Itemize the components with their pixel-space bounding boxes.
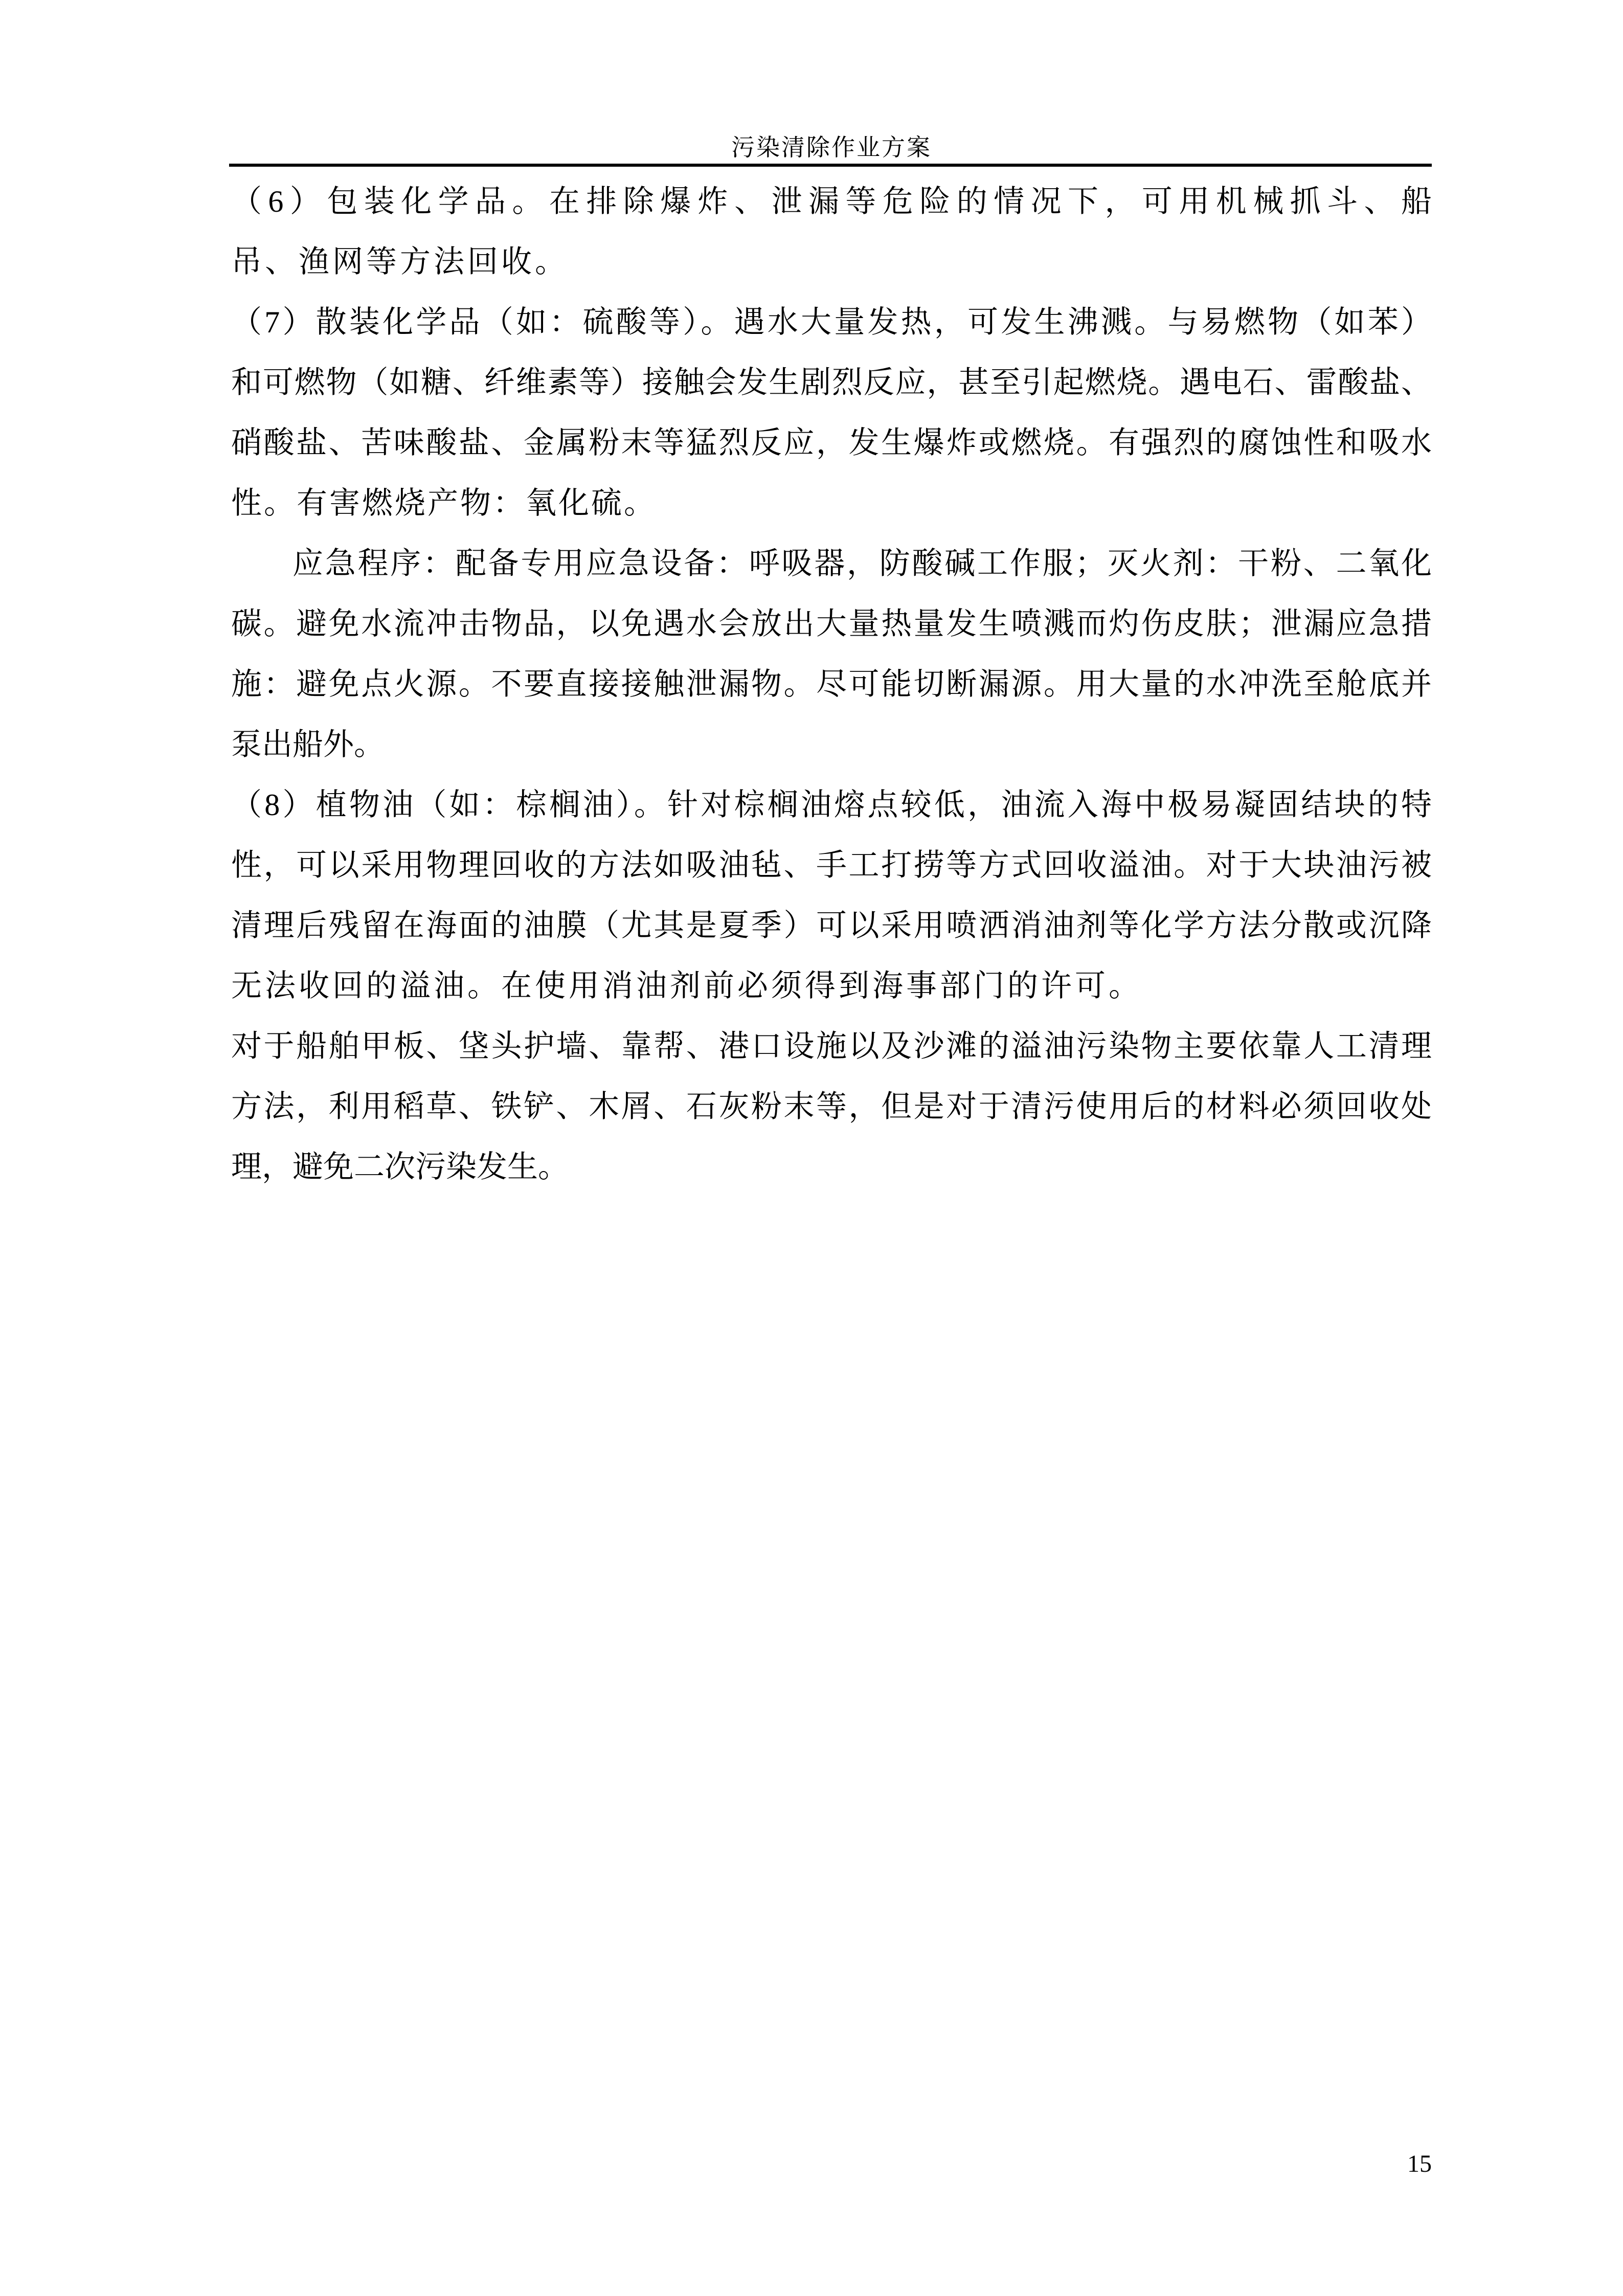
text-line: 碳。避免水流冲击物品，以免遇水会放出大量热量发生喷溅而灼伤皮肤；泄漏应急措 (231, 607, 1432, 641)
text-line: 方法，利用稻草、铁铲、木屑、石灰粉末等，但是对于清污使用后的材料必须回收处 (231, 1090, 1432, 1123)
text-line: 泵出船外。 (231, 728, 385, 761)
text-line: 性。有害燃烧产物：氧化硫。 (231, 486, 657, 520)
text-line: 理，避免二次污染发生。 (231, 1150, 569, 1184)
page-number: 15 (1407, 2150, 1432, 2177)
text-line: 应急程序：配备专用应急设备：呼吸器，防酸碱工作服；灭火剂：干粉、二氧化 (292, 547, 1432, 580)
text-line: 清理后残留在海面的油膜（尤其是夏季）可以采用喷洒消油剂等化学方法分散或沉降 (231, 909, 1432, 942)
text-line: 施：避免点火源。不要直接接触泄漏物。尽可能切断漏源。用大量的水冲洗至舱底并 (231, 667, 1432, 701)
text-line: 无法收回的溢油。在使用消油剂前必须得到海事部门的许可。 (231, 969, 1142, 1003)
paragraph-packaged-chemicals (231, 171, 1432, 292)
text-line: （6）包装化学品。在排除爆炸、泄漏等危险的情况下，可用机械抓斗、船 (231, 185, 1432, 218)
text-line: 硝酸盐、苦味酸盐、金属粉末等猛烈反应，发生爆炸或燃烧。有强烈的腐蚀性和吸水 (231, 426, 1432, 460)
text-line: 和可燃物（如糖、纤维素等）接触会发生剧烈反应，甚至引起燃烧。遇电石、雷酸盐、 (231, 366, 1432, 399)
header-rule (229, 164, 1432, 167)
document-body (231, 171, 1432, 1197)
text-line: 对于船舶甲板、垡头护墙、靠帮、港口设施以及沙滩的溢油污染物主要依靠人工清理 (231, 1029, 1432, 1063)
paragraph-manual-cleanup (231, 1016, 1432, 1197)
text-line: （8）植物油（如：棕榈油）。针对棕榈油熔点较低，油流入海中极易凝固结块的特 (231, 788, 1432, 822)
paragraph-emergency-procedure (231, 533, 1432, 775)
page-header-title: 污染清除作业方案 (731, 134, 932, 161)
paragraph-bulk-chemicals (231, 292, 1432, 533)
text-line: 性，可以采用物理回收的方法如吸油毡、手工打捞等方式回收溢油。对于大块油污被 (231, 848, 1432, 882)
text-line: （7）散装化学品（如：硫酸等）。遇水大量发热，可发生沸溅。与易燃物（如苯） (231, 305, 1432, 339)
text-line: 吊、渔网等方法回收。 (231, 245, 569, 279)
paragraph-vegetable-oil (231, 775, 1432, 1016)
